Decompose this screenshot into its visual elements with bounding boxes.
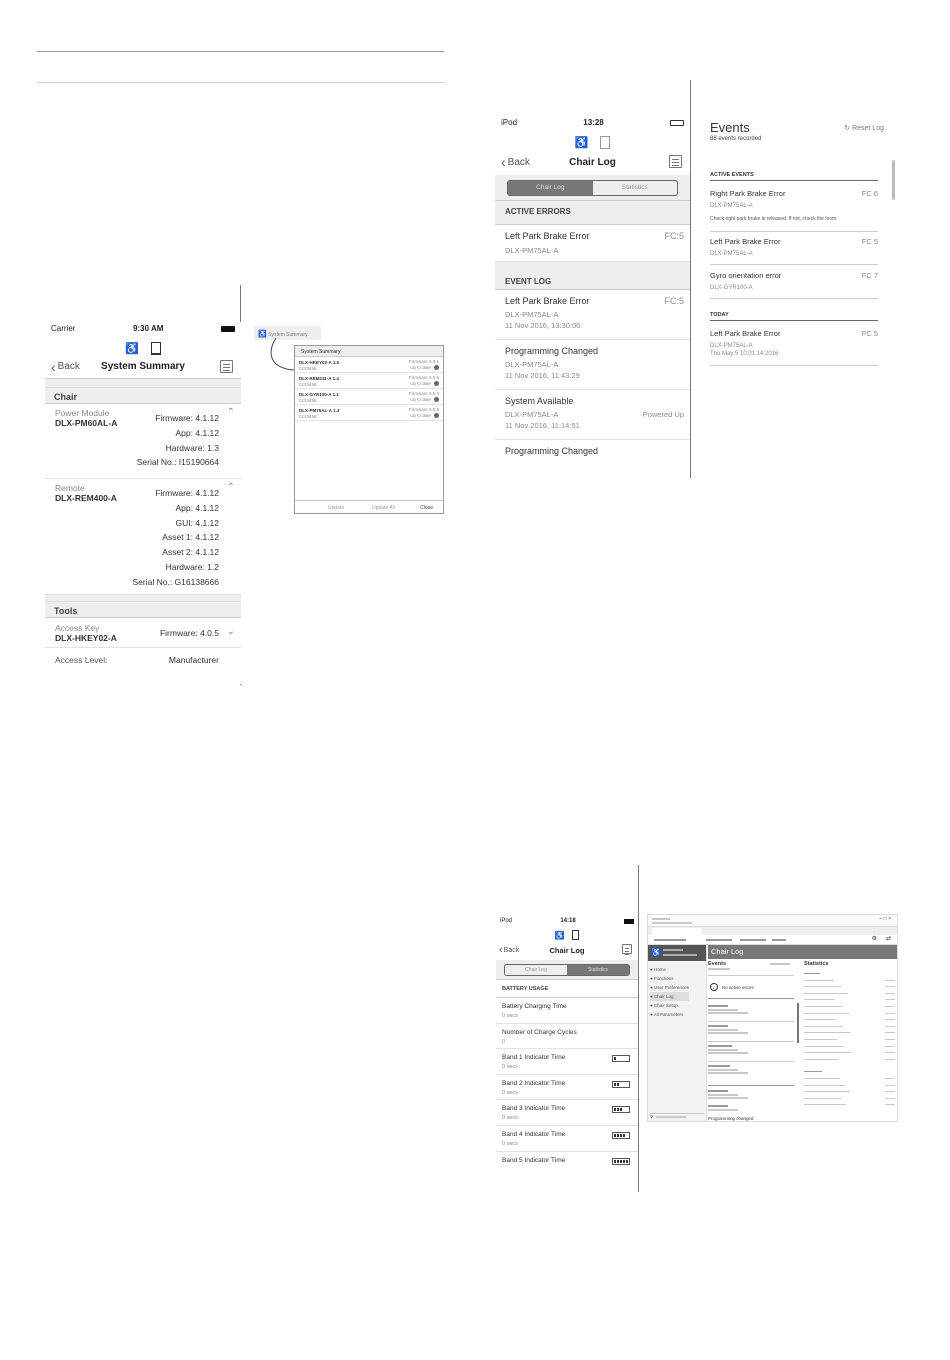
last-event: Programming changed — [708, 1116, 754, 1121]
segmented-control — [504, 964, 630, 976]
battery-band-icon — [612, 1081, 630, 1088]
summary-tab-label: System Summary — [268, 332, 308, 338]
event-log-item[interactable] — [495, 290, 690, 340]
event-code: FC 5 — [861, 329, 878, 338]
stat-row — [496, 1049, 638, 1075]
connect-icon[interactable]: ⇄ — [885, 936, 891, 942]
pm-hardware: Hardware: 1.3 — [165, 442, 219, 453]
event-title: Programming Changed — [505, 446, 599, 456]
remote-hardware: Hardware: 1.2 — [165, 561, 219, 572]
wheelchair-tab-icon[interactable]: ♿ — [554, 931, 565, 940]
events-panel — [708, 116, 896, 376]
device-model: DLX-GYR100-A 1.1 — [299, 392, 339, 397]
events-search-input[interactable] — [708, 971, 794, 976]
access-key-type: Access Key — [55, 623, 100, 633]
status-dot-icon — [434, 413, 439, 418]
update-all-button[interactable]: Update All — [372, 505, 395, 511]
sidebar-item-label: Home — [653, 967, 666, 972]
remote-app: App: 4.1.12 — [175, 502, 219, 513]
pm-firmware: Firmware: 4.1.12 — [155, 413, 219, 423]
remote-gui: GUI: 4.1.12 — [175, 517, 219, 528]
power-module-row[interactable] — [45, 404, 241, 479]
event-model: DLX-PM75AL-A — [710, 251, 753, 257]
remote-model: DLX-REM400-A — [55, 493, 117, 503]
stats-rows — [496, 998, 638, 1168]
stat-row — [496, 1024, 638, 1050]
event-time: Thu May 5 10:01:14 2016 — [710, 351, 779, 357]
dialog-rows — [295, 357, 443, 421]
statistics-screen — [496, 916, 638, 1168]
remote-serial: Serial No.: G16138666 — [132, 576, 219, 587]
stat-label: Number of Charge Cycles — [502, 1028, 577, 1036]
no-active-errors: No active errors — [722, 985, 754, 990]
event-log-header: EVENT LOG — [495, 274, 690, 290]
tab-chair-log[interactable]: Chair Log — [525, 967, 547, 973]
nav-bar — [45, 355, 241, 379]
sidebar-item-all-parameters[interactable] — [650, 1010, 689, 1019]
battery-icon — [221, 326, 235, 332]
event-code: FC 5 — [861, 237, 878, 246]
remote-firmware: Firmware: 4.1.12 — [155, 488, 219, 498]
device-fw: Firmware 3.0.1 — [408, 359, 439, 364]
check-circle-icon: ✓ — [710, 983, 718, 991]
wheelchair-icon: ♿ — [651, 948, 661, 957]
status-dot-icon — [434, 365, 439, 370]
titlebar — [648, 915, 897, 927]
list-item[interactable] — [710, 234, 878, 265]
statistics-col-title: Statistics — [804, 961, 829, 967]
sidebar-item-home[interactable] — [650, 965, 689, 974]
event-title: System Available — [505, 396, 574, 406]
back-button[interactable] — [499, 944, 519, 956]
wheelchair-tab-icon[interactable]: ♿ — [574, 137, 589, 149]
status-dot-icon — [434, 397, 439, 402]
chevron-down-icon[interactable]: ⌄ — [226, 626, 235, 637]
device-fw: Firmware 3.0.5 — [408, 375, 439, 380]
device-fw: Firmware 3.0.6 — [408, 407, 439, 412]
event-note: Powered Up — [642, 410, 684, 419]
active-errors-header: ACTIVE ERRORS — [495, 201, 690, 225]
list-item[interactable] — [295, 373, 443, 389]
chair-log-header-title: Chair Log — [711, 947, 744, 956]
stat-label: Battery Charging Time — [502, 1003, 567, 1010]
sidebar-item-functions[interactable] — [650, 974, 689, 983]
sidebar-item-chair-log[interactable] — [650, 992, 689, 1001]
clipboard-icon[interactable] — [669, 155, 682, 168]
battery-icon — [670, 120, 684, 126]
stat-row — [496, 1126, 638, 1152]
events-column — [708, 959, 802, 1122]
segment-bar — [495, 175, 690, 201]
device-sub: 0123456 — [299, 398, 317, 403]
access-level-row — [45, 648, 241, 670]
event-log-item[interactable] — [495, 440, 690, 460]
status-dot-icon — [434, 381, 439, 386]
back-button[interactable] — [51, 359, 80, 375]
list-item[interactable] — [710, 268, 878, 299]
carrier-label: Carrier — [51, 324, 76, 333]
device-header — [648, 945, 706, 961]
sidebar-item-label: User Preferences — [653, 985, 689, 990]
stat-value: 0 secs — [502, 1013, 518, 1019]
update-button[interactable]: Update — [328, 505, 345, 511]
device-sub: 0123456 — [299, 414, 317, 419]
chevron-left-icon: ‹ — [51, 358, 56, 375]
access-level-value: Manufacturer — [168, 655, 219, 665]
chevron-left-icon: ‹ — [499, 944, 503, 956]
sidebar-item-label: Chair Setup — [653, 1003, 678, 1008]
device-model: DLX-REM211-A 1.4 — [299, 376, 339, 381]
back-label: Back — [507, 156, 530, 168]
battery-band-icon — [612, 1132, 630, 1139]
tab-statistics[interactable]: Statistics — [621, 184, 648, 191]
event-code: FC 7 — [861, 271, 878, 280]
remote-asset1: Asset 1: 4.1.12 — [162, 532, 219, 543]
divider-line — [690, 80, 691, 478]
battery-icon — [624, 919, 634, 924]
event-time: 11 Nov 2016, 13:30:06 — [505, 321, 581, 330]
list-item[interactable] — [295, 389, 443, 405]
chevron-up-icon[interactable]: ⌃ — [226, 407, 235, 418]
device-model: DLX-HKEY02-A 1.0 — [299, 360, 340, 365]
access-key-firmware: Firmware: 4.0.5 — [159, 628, 219, 638]
segmented-control — [507, 180, 678, 196]
tab-icons — [496, 926, 638, 940]
events-count: 88 events recorded — [710, 136, 762, 142]
chair-log-screen — [495, 116, 690, 476]
sidebar — [648, 945, 707, 1122]
access-key-row[interactable] — [45, 618, 241, 648]
settings-icon[interactable]: ⚙ — [871, 936, 877, 942]
stat-row — [496, 1152, 638, 1168]
stat-label: Band 3 Indicator Time — [502, 1105, 566, 1113]
event-log-item[interactable] — [495, 340, 690, 390]
device-model: DLX-PM75AL-A 1.3 — [299, 408, 340, 413]
events-title: Events — [710, 120, 750, 135]
sidebar-search-input[interactable] — [650, 1113, 704, 1119]
sidebar-items — [650, 965, 689, 1019]
event-model: DLX-PM75AL-A — [505, 410, 559, 419]
tab-icons — [495, 129, 690, 149]
tab-statistics[interactable]: Statistics — [567, 965, 629, 975]
page-rule-second — [37, 82, 444, 83]
page-title: Chair Log — [549, 945, 585, 955]
event-code: FC:5 — [664, 296, 684, 306]
reset-icon: ↻ — [844, 125, 851, 132]
event-time: 11 Nov 2016, 11:14:51 — [505, 421, 580, 430]
clock: 14:18 — [560, 918, 576, 924]
device-status: Up to date — [410, 381, 431, 386]
wheelchair-tab-icon[interactable]: ♿ — [125, 343, 139, 355]
sidebar-item-user-preferences[interactable] — [650, 983, 689, 992]
section-tools: Tools — [45, 601, 241, 618]
sidebar-item-label: All Parameters — [653, 1012, 684, 1017]
setup-icon: ● — [650, 1003, 653, 1008]
stat-value: 0 secs — [502, 1064, 518, 1071]
pm-app: App: 4.1.12 — [175, 427, 219, 438]
remote-type: Remote — [55, 483, 85, 493]
event-title: Right Park Brake Error — [710, 189, 786, 198]
list-item[interactable] — [295, 405, 443, 421]
pm-serial: Serial No.: I15190664 — [136, 457, 219, 468]
segment-bar — [496, 960, 638, 980]
preferences-icon: ● — [650, 985, 653, 990]
status-bar — [45, 322, 241, 335]
search-icon: ⚲ — [650, 1114, 653, 1119]
stat-row — [496, 1075, 638, 1101]
nav-bar — [496, 940, 638, 960]
sidebar-item-label: Functions — [653, 976, 674, 981]
status-bar — [496, 916, 638, 926]
event-title: Gyro orientation error — [710, 271, 782, 280]
device-status: Up to date — [410, 397, 431, 402]
tab-chair-log[interactable]: Chair Log — [508, 181, 593, 195]
stat-row — [496, 1100, 638, 1126]
list-item[interactable] — [295, 357, 443, 373]
device-fw: Firmware 3.0.3 — [408, 391, 439, 396]
stat-label: Band 1 Indicator Time — [502, 1054, 566, 1062]
event-model: DLX-GYR100-A — [710, 285, 753, 291]
remote-row[interactable] — [45, 479, 241, 595]
functions-icon: ● — [650, 976, 653, 981]
clock: 9:30 AM — [133, 324, 164, 333]
close-button[interactable]: Close — [420, 505, 433, 511]
event-title: Left Park Brake Error — [505, 296, 590, 306]
reset-log-button[interactable] — [844, 124, 884, 132]
home-icon: ● — [650, 967, 653, 972]
stat-value: 0 secs — [502, 1089, 518, 1096]
toolbar — [648, 935, 897, 945]
active-events-header: ACTIVE EVENTS — [710, 172, 878, 181]
document-tab-icon[interactable] — [600, 136, 610, 149]
page-title: Chair Log — [569, 156, 616, 168]
event-code: FC 6 — [861, 189, 878, 198]
scrollbar[interactable] — [892, 160, 895, 200]
event-title: Left Park Brake Error — [710, 237, 781, 246]
access-key-model: DLX-HKEY02-A — [55, 633, 117, 643]
nav-bar — [495, 149, 690, 175]
clipboard-icon[interactable] — [220, 360, 233, 373]
chevron-left-icon: ‹ — [501, 154, 506, 170]
window-controls[interactable]: – □ × — [879, 916, 891, 922]
back-label: Back — [57, 361, 80, 372]
device-status: Up to date — [410, 413, 431, 418]
device-sub: 0123456 — [299, 382, 317, 387]
document-tab-icon[interactable] — [572, 930, 579, 940]
list-item[interactable] — [710, 186, 878, 232]
chair-log-header — [708, 945, 898, 959]
back-button[interactable] — [501, 154, 530, 170]
system-summary-screen — [45, 322, 241, 684]
event-model: DLX-PM75AL-A — [505, 360, 559, 369]
device-label: iPod — [500, 918, 513, 924]
today-header: TODAY — [710, 312, 878, 321]
event-code: FC:5 — [664, 231, 684, 241]
tab-strip — [648, 927, 897, 935]
reset-label: Reset Log — [852, 125, 884, 132]
access-level-label: Access Level: — [55, 655, 108, 665]
parameters-icon: ● — [650, 1012, 653, 1017]
document-tab-icon[interactable] — [151, 342, 161, 355]
event-extra: Check right park brake is released. If not, check the loom. — [710, 216, 838, 222]
stat-label: Band 4 Indicator Time — [502, 1130, 566, 1138]
remote-asset2: Asset 2: 4.1.12 — [162, 547, 219, 558]
event-model: DLX-PM75AL-A — [505, 310, 559, 319]
active-error-item[interactable] — [495, 225, 690, 262]
event-time: 11 Nov 2016, 11:43:29 — [505, 371, 580, 380]
stat-row — [496, 998, 638, 1024]
list-item[interactable] — [710, 326, 878, 366]
event-model: DLX-PM75AL-A — [505, 246, 559, 255]
sidebar-item-chair-setup[interactable] — [650, 1001, 689, 1010]
wheelchair-icon: ♿ — [258, 331, 267, 338]
device-sub: 0123456 — [299, 366, 317, 371]
status-bar — [495, 116, 690, 129]
back-label: Back — [503, 946, 520, 954]
divider-line — [638, 865, 639, 1192]
stat-value: 0 — [502, 1038, 506, 1045]
event-log-item[interactable] — [495, 390, 690, 440]
sidebar-item-label: Chair Log — [653, 994, 674, 999]
desktop-window — [647, 914, 898, 1122]
stats-scrollbar[interactable] — [897, 989, 898, 1049]
clipboard-icon[interactable] — [622, 944, 632, 954]
device-label: iPod — [501, 118, 518, 127]
stat-value: 0 secs — [502, 1115, 518, 1122]
statistics-column — [804, 959, 898, 1122]
event-title: Left Park Brake Error — [710, 329, 781, 338]
event-model: DLX-PM75AL-A — [710, 203, 753, 209]
event-model: DLX-PM75AL-A — [710, 343, 753, 349]
battery-band-icon — [612, 1055, 630, 1062]
events-col-title: Events — [708, 961, 727, 967]
stat-value: 0 secs — [502, 1140, 518, 1147]
battery-band-icon — [612, 1106, 630, 1113]
battery-band-icon — [612, 1158, 630, 1165]
dialog-title: System Summary — [295, 346, 443, 357]
stat-label: Band 2 Indicator Time — [502, 1079, 566, 1087]
battery-usage-header: BATTERY USAGE — [496, 980, 638, 998]
event-title: Left Park Brake Error — [505, 231, 590, 241]
page-rule-top — [37, 51, 444, 52]
chevron-up-icon[interactable]: ⌃ — [226, 482, 235, 493]
power-module-type: Power Module — [55, 408, 110, 418]
stat-label: Band 5 Indicator Time — [502, 1156, 566, 1164]
section-chair: Chair — [45, 387, 241, 404]
log-icon: ● — [650, 994, 653, 999]
power-module-model: DLX-PM60AL-A — [55, 418, 118, 428]
clock: 13:28 — [583, 118, 604, 127]
events-scrollbar[interactable] — [797, 1003, 799, 1043]
tab-icons — [45, 335, 241, 355]
page-title: System Summary — [101, 361, 185, 372]
dialog-footer — [295, 500, 443, 513]
event-title: Programming Changed — [505, 346, 599, 356]
device-status: Up to date — [410, 365, 431, 370]
ipad-summary-dialog — [294, 345, 444, 514]
